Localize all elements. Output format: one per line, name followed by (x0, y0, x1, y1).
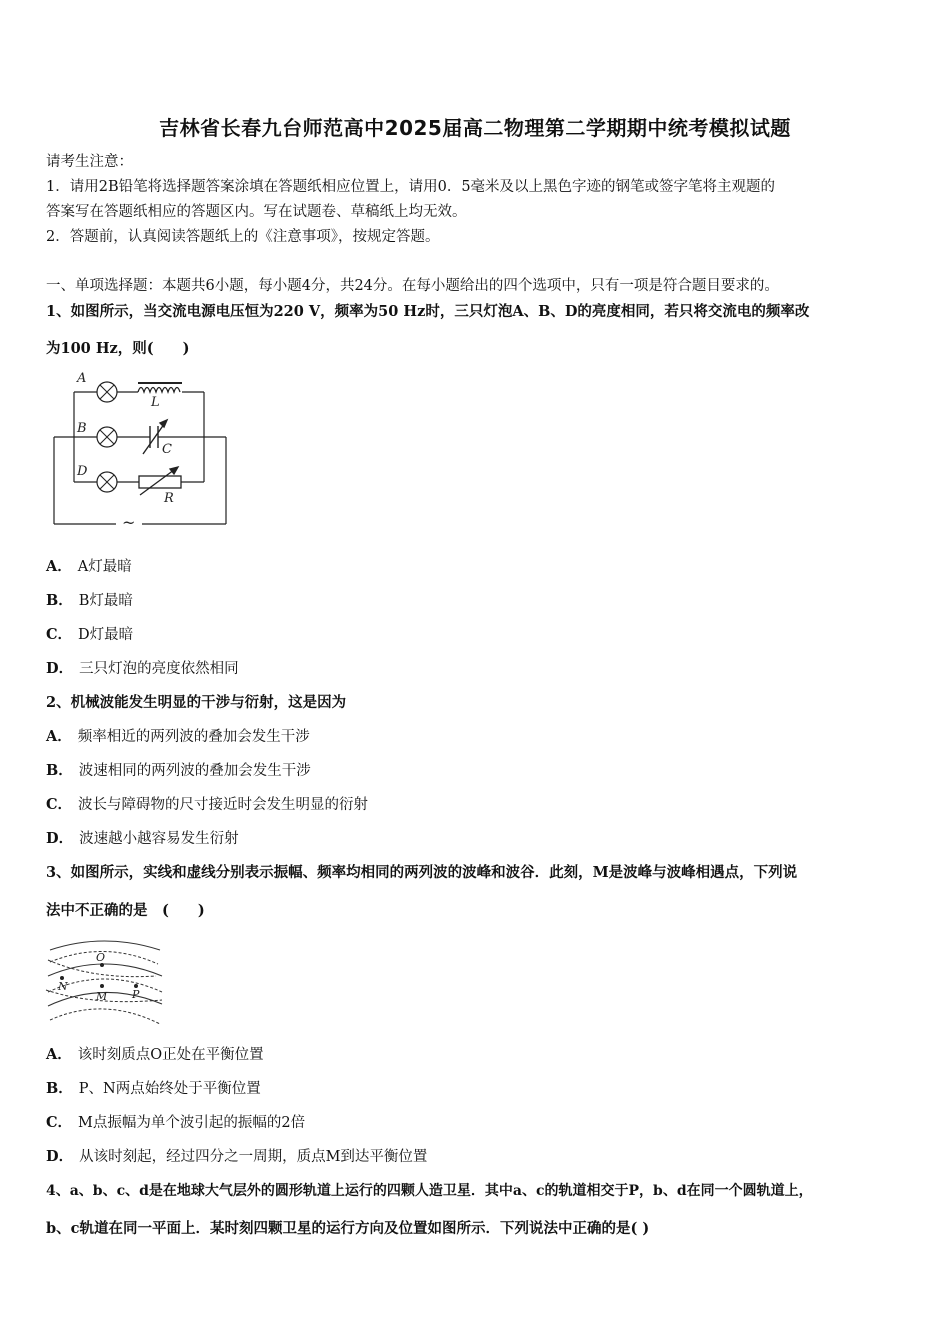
ac-source-icon: ~ (122, 513, 136, 530)
q1-stem-cont: 为100 Hz，则( ) (46, 340, 190, 357)
label-o: O (96, 951, 106, 964)
q3-wave-figure (44, 936, 166, 1030)
label-b: B (77, 421, 87, 436)
notice-item-1-cont: 答案写在答题纸相应的答题区内。写在试题卷、草稿纸上均无效。 (46, 204, 467, 220)
q3-option-b: B． P、N两点始终处于平衡位置 (46, 1080, 261, 1097)
q2-stem: 2、机械波能发生明显的干涉与衍射，这是因为 (46, 694, 347, 711)
q1-option-c: C． D灯最暗 (46, 626, 134, 643)
q4-stem-cont: b、c轨道在同一平面上．某时刻四颗卫星的运行方向及位置如图所示．下列说法中正确的是( ) (46, 1220, 650, 1237)
notice-item-1: 1．请用2B铅笔将选择题答案涂填在答题纸相应位置上，请用0．5毫米及以上黑色字迹的钢笔或签字笔将主观题的 (46, 179, 776, 195)
label-l: L (151, 395, 160, 410)
q3-option-c: C． M点振幅为单个波引起的振幅的2倍 (46, 1114, 306, 1131)
q1-option-d: D． 三只灯泡的亮度依然相同 (46, 660, 239, 677)
q2-option-c: C． 波长与障碍物的尺寸接近时会发生明显的衍射 (46, 796, 369, 813)
inductor-icon (138, 383, 182, 392)
notice-item-2: 2．答题前，认真阅读答题纸上的《注意事项》，按规定答题。 (46, 229, 440, 245)
label-r: R (164, 491, 174, 506)
label-a: A (77, 371, 87, 386)
q1-stem: 1、如图所示，当交流电源电压恒为220 V，频率为50 Hz时，三只灯泡A、B、D的亮度相同，若只将交流电的频率改 (46, 303, 810, 320)
q2-option-b: B． 波速相同的两列波的叠加会发生干涉 (46, 762, 311, 779)
q2-option-a: A． 频率相近的两列波的叠加会发生干涉 (46, 728, 310, 745)
q3-option-d: D． 从该时刻起，经过四分之一周期，质点M到达平衡位置 (46, 1148, 428, 1165)
q1-circuit-figure (46, 368, 232, 530)
point-m-icon (100, 984, 104, 988)
section-heading: 一、单项选择题：本题共6小题，每小题4分，共24分。在每小题给出的四个选项中，只有一项是符合题目要求的。 (46, 278, 779, 294)
rheostat-icon (139, 467, 181, 495)
label-m: M (96, 990, 108, 1003)
q4-stem: 4、a、b、c、d是在地球大气层外的圆形轨道上运行的四颗人造卫星．其中a、c的轨道相交于P，b、d在同一个圆轨道上， (46, 1183, 813, 1199)
q3-option-a: A． 该时刻质点O正处在平衡位置 (46, 1046, 264, 1063)
q1-option-b: B． B灯最暗 (46, 592, 133, 609)
q1-option-a: A． A灯最暗 (46, 558, 132, 575)
q3-stem: 3、如图所示，实线和虚线分别表示振幅、频率均相同的两列波的波峰和波谷．此刻，M是波峰与波峰相遇点，下列说 (46, 864, 798, 881)
label-d: D (77, 464, 88, 479)
label-c: C (162, 442, 172, 457)
q2-option-d: D． 波速越小越容易发生衍射 (46, 830, 239, 847)
notice-heading: 请考生注意： (46, 154, 133, 170)
q3-stem-cont: 法中不正确的是 ( ) (46, 902, 205, 919)
page-title: 吉林省长春九台师范高中2025届高二物理第二学期期中统考模拟试题 (159, 116, 791, 140)
label-p: P (132, 988, 140, 1001)
label-n: N (58, 980, 68, 993)
